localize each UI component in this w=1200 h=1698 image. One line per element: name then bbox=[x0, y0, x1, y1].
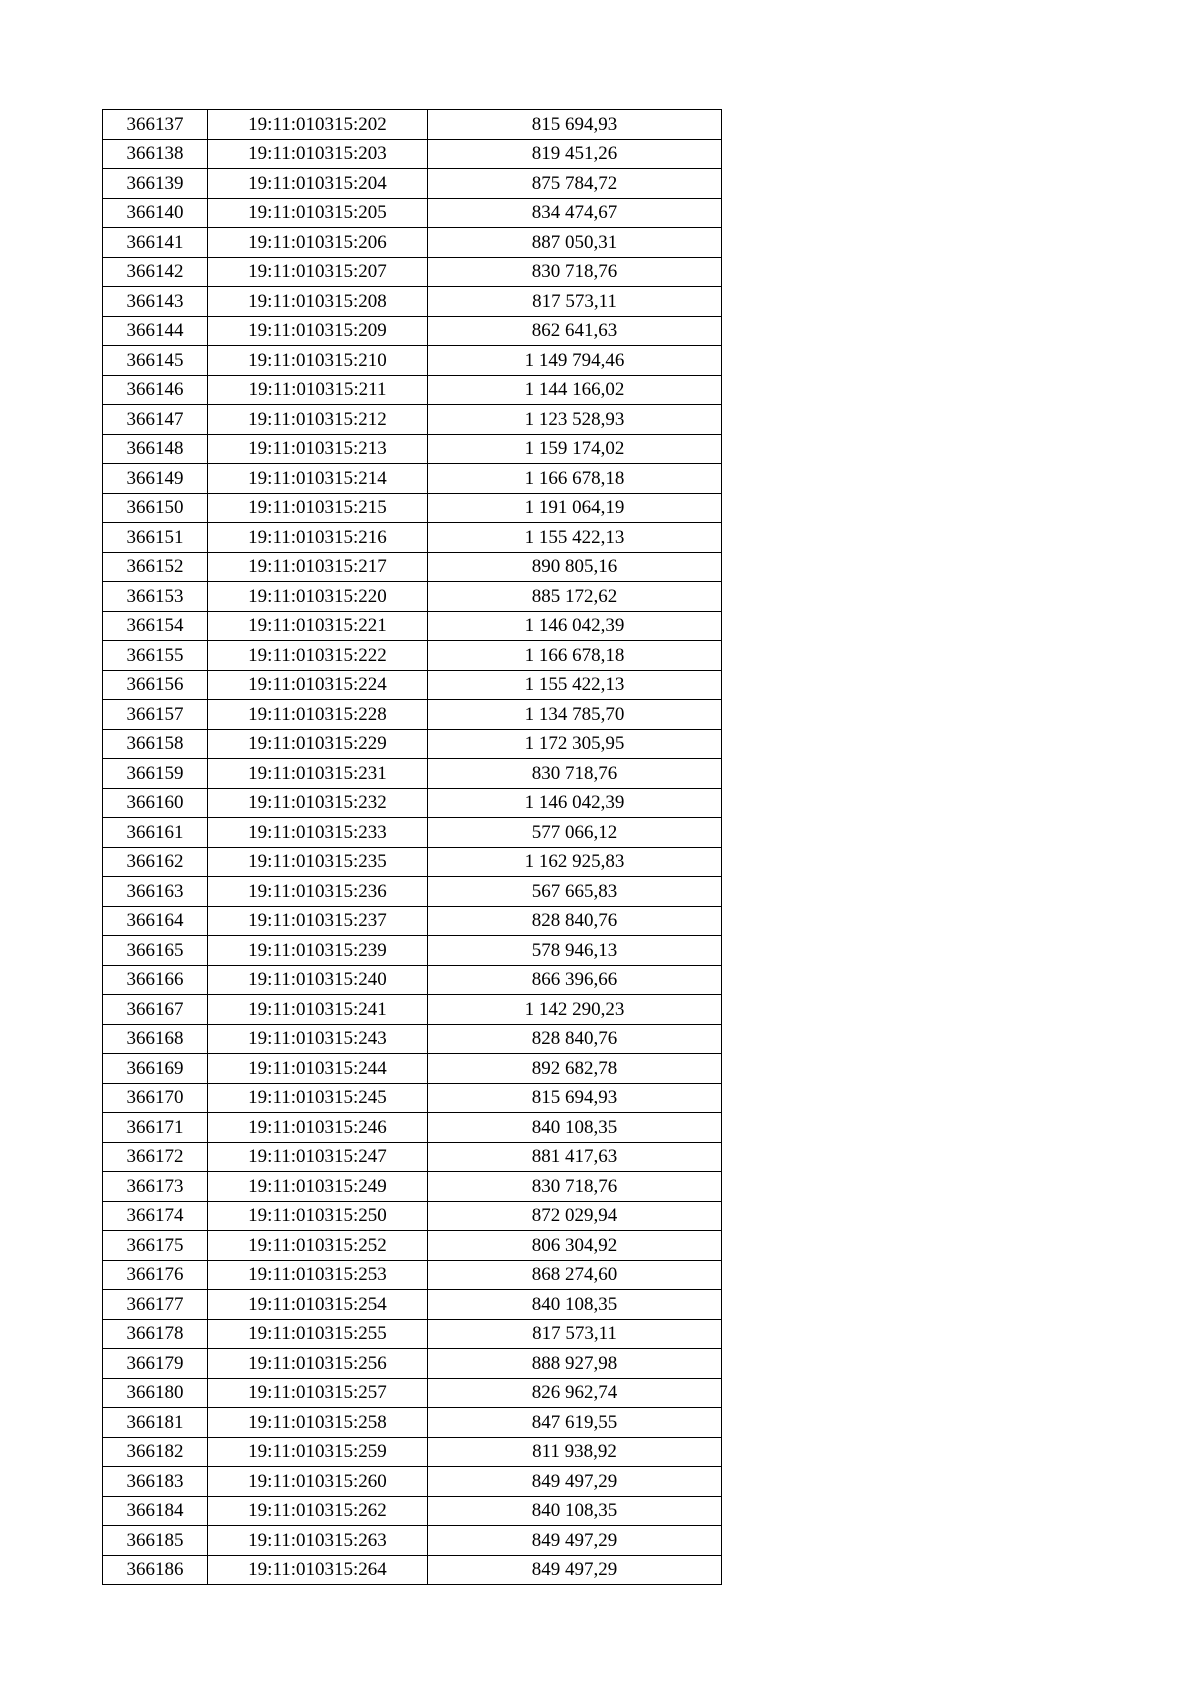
row-number-cell: 366146 bbox=[103, 375, 208, 405]
row-number-cell: 366163 bbox=[103, 877, 208, 907]
table-row bbox=[103, 198, 722, 228]
row-number-cell: 366175 bbox=[103, 1231, 208, 1261]
cadastral-number-cell: 19:11:010315:211 bbox=[208, 375, 428, 405]
cadastral-value-cell: 1 155 422,13 bbox=[428, 523, 722, 553]
cadastral-number-cell: 19:11:010315:222 bbox=[208, 641, 428, 671]
row-number-cell: 366145 bbox=[103, 346, 208, 376]
table-row bbox=[103, 1290, 722, 1320]
table-row bbox=[103, 464, 722, 494]
row-number-cell: 366150 bbox=[103, 493, 208, 523]
table-row bbox=[103, 995, 722, 1025]
cadastral-number-cell: 19:11:010315:254 bbox=[208, 1290, 428, 1320]
cadastral-number-cell: 19:11:010315:235 bbox=[208, 847, 428, 877]
cadastral-number-cell: 19:11:010315:231 bbox=[208, 759, 428, 789]
cadastral-value-cell: 817 573,11 bbox=[428, 287, 722, 317]
table-row bbox=[103, 1172, 722, 1202]
table-row bbox=[103, 877, 722, 907]
cadastral-number-cell: 19:11:010315:210 bbox=[208, 346, 428, 376]
table-row bbox=[103, 375, 722, 405]
row-number-cell: 366184 bbox=[103, 1496, 208, 1526]
row-number-cell: 366138 bbox=[103, 139, 208, 169]
table-row bbox=[103, 1555, 722, 1585]
cadastral-number-cell: 19:11:010315:259 bbox=[208, 1437, 428, 1467]
row-number-cell: 366155 bbox=[103, 641, 208, 671]
cadastral-value-cell: 1 155 422,13 bbox=[428, 670, 722, 700]
cadastral-value-cell: 819 451,26 bbox=[428, 139, 722, 169]
cadastral-value-cell: 1 162 925,83 bbox=[428, 847, 722, 877]
cadastral-number-cell: 19:11:010315:252 bbox=[208, 1231, 428, 1261]
table-row bbox=[103, 611, 722, 641]
cadastral-value-cell: 1 146 042,39 bbox=[428, 788, 722, 818]
cadastral-number-cell: 19:11:010315:207 bbox=[208, 257, 428, 287]
row-number-cell: 366139 bbox=[103, 169, 208, 199]
row-number-cell: 366185 bbox=[103, 1526, 208, 1556]
cadastral-number-cell: 19:11:010315:215 bbox=[208, 493, 428, 523]
cadastral-value-cell: 868 274,60 bbox=[428, 1260, 722, 1290]
cadastral-value-cell: 1 134 785,70 bbox=[428, 700, 722, 730]
cadastral-value-cell: 888 927,98 bbox=[428, 1349, 722, 1379]
cadastral-value-cell: 849 497,29 bbox=[428, 1467, 722, 1497]
table-row bbox=[103, 434, 722, 464]
cadastral-value-cell: 1 159 174,02 bbox=[428, 434, 722, 464]
cadastral-value-cell: 1 123 528,93 bbox=[428, 405, 722, 435]
cadastral-value-cell: 847 619,55 bbox=[428, 1408, 722, 1438]
cadastral-number-cell: 19:11:010315:258 bbox=[208, 1408, 428, 1438]
cadastral-value-cell: 875 784,72 bbox=[428, 169, 722, 199]
row-number-cell: 366168 bbox=[103, 1024, 208, 1054]
table-body bbox=[103, 110, 722, 1585]
row-number-cell: 366170 bbox=[103, 1083, 208, 1113]
row-number-cell: 366167 bbox=[103, 995, 208, 1025]
row-number-cell: 366161 bbox=[103, 818, 208, 848]
table-row bbox=[103, 582, 722, 612]
table-row bbox=[103, 1054, 722, 1084]
cadastral-value-cell: 887 050,31 bbox=[428, 228, 722, 258]
cadastral-number-cell: 19:11:010315:221 bbox=[208, 611, 428, 641]
table-row bbox=[103, 1142, 722, 1172]
cadastral-value-cell: 849 497,29 bbox=[428, 1555, 722, 1585]
cadastral-value-cell: 1 146 042,39 bbox=[428, 611, 722, 641]
table-row bbox=[103, 1496, 722, 1526]
cadastral-value-table bbox=[102, 109, 722, 1585]
cadastral-number-cell: 19:11:010315:204 bbox=[208, 169, 428, 199]
row-number-cell: 366178 bbox=[103, 1319, 208, 1349]
cadastral-number-cell: 19:11:010315:244 bbox=[208, 1054, 428, 1084]
row-number-cell: 366172 bbox=[103, 1142, 208, 1172]
table-row bbox=[103, 700, 722, 730]
cadastral-value-cell: 830 718,76 bbox=[428, 1172, 722, 1202]
table-row bbox=[103, 139, 722, 169]
row-number-cell: 366149 bbox=[103, 464, 208, 494]
cadastral-number-cell: 19:11:010315:232 bbox=[208, 788, 428, 818]
cadastral-number-cell: 19:11:010315:213 bbox=[208, 434, 428, 464]
cadastral-value-cell: 840 108,35 bbox=[428, 1290, 722, 1320]
table-row bbox=[103, 818, 722, 848]
row-number-cell: 366183 bbox=[103, 1467, 208, 1497]
cadastral-value-cell: 815 694,93 bbox=[428, 110, 722, 140]
cadastral-value-cell: 892 682,78 bbox=[428, 1054, 722, 1084]
cadastral-number-cell: 19:11:010315:240 bbox=[208, 965, 428, 995]
cadastral-value-cell: 1 172 305,95 bbox=[428, 729, 722, 759]
cadastral-number-cell: 19:11:010315:203 bbox=[208, 139, 428, 169]
cadastral-value-cell: 828 840,76 bbox=[428, 1024, 722, 1054]
cadastral-number-cell: 19:11:010315:250 bbox=[208, 1201, 428, 1231]
table-row bbox=[103, 1408, 722, 1438]
cadastral-value-cell: 881 417,63 bbox=[428, 1142, 722, 1172]
row-number-cell: 366166 bbox=[103, 965, 208, 995]
cadastral-number-cell: 19:11:010315:216 bbox=[208, 523, 428, 553]
row-number-cell: 366151 bbox=[103, 523, 208, 553]
table-row bbox=[103, 1201, 722, 1231]
cadastral-number-cell: 19:11:010315:260 bbox=[208, 1467, 428, 1497]
row-number-cell: 366176 bbox=[103, 1260, 208, 1290]
row-number-cell: 366147 bbox=[103, 405, 208, 435]
row-number-cell: 366180 bbox=[103, 1378, 208, 1408]
cadastral-number-cell: 19:11:010315:229 bbox=[208, 729, 428, 759]
table-row bbox=[103, 788, 722, 818]
row-number-cell: 366159 bbox=[103, 759, 208, 789]
cadastral-value-cell: 578 946,13 bbox=[428, 936, 722, 966]
cadastral-number-cell: 19:11:010315:228 bbox=[208, 700, 428, 730]
row-number-cell: 366182 bbox=[103, 1437, 208, 1467]
table-row bbox=[103, 316, 722, 346]
cadastral-value-cell: 826 962,74 bbox=[428, 1378, 722, 1408]
row-number-cell: 366148 bbox=[103, 434, 208, 464]
table-row bbox=[103, 906, 722, 936]
cadastral-number-cell: 19:11:010315:202 bbox=[208, 110, 428, 140]
table-row bbox=[103, 1526, 722, 1556]
table-row bbox=[103, 1113, 722, 1143]
row-number-cell: 366179 bbox=[103, 1349, 208, 1379]
table-row bbox=[103, 169, 722, 199]
cadastral-value-cell: 885 172,62 bbox=[428, 582, 722, 612]
cadastral-value-cell: 577 066,12 bbox=[428, 818, 722, 848]
cadastral-value-cell: 890 805,16 bbox=[428, 552, 722, 582]
table-row bbox=[103, 405, 722, 435]
cadastral-number-cell: 19:11:010315:233 bbox=[208, 818, 428, 848]
cadastral-number-cell: 19:11:010315:220 bbox=[208, 582, 428, 612]
cadastral-value-cell: 1 166 678,18 bbox=[428, 464, 722, 494]
table-row bbox=[103, 936, 722, 966]
row-number-cell: 366160 bbox=[103, 788, 208, 818]
row-number-cell: 366162 bbox=[103, 847, 208, 877]
cadastral-number-cell: 19:11:010315:246 bbox=[208, 1113, 428, 1143]
cadastral-number-cell: 19:11:010315:264 bbox=[208, 1555, 428, 1585]
table-row bbox=[103, 346, 722, 376]
table-row bbox=[103, 729, 722, 759]
row-number-cell: 366158 bbox=[103, 729, 208, 759]
cadastral-number-cell: 19:11:010315:257 bbox=[208, 1378, 428, 1408]
table-row bbox=[103, 493, 722, 523]
table-row bbox=[103, 1467, 722, 1497]
cadastral-number-cell: 19:11:010315:263 bbox=[208, 1526, 428, 1556]
cadastral-number-cell: 19:11:010315:206 bbox=[208, 228, 428, 258]
cadastral-value-cell: 849 497,29 bbox=[428, 1526, 722, 1556]
cadastral-value-cell: 834 474,67 bbox=[428, 198, 722, 228]
table-row bbox=[103, 110, 722, 140]
cadastral-number-cell: 19:11:010315:224 bbox=[208, 670, 428, 700]
row-number-cell: 366137 bbox=[103, 110, 208, 140]
cadastral-value-cell: 811 938,92 bbox=[428, 1437, 722, 1467]
cadastral-number-cell: 19:11:010315:205 bbox=[208, 198, 428, 228]
row-number-cell: 366154 bbox=[103, 611, 208, 641]
cadastral-value-cell: 1 142 290,23 bbox=[428, 995, 722, 1025]
table-row bbox=[103, 1319, 722, 1349]
cadastral-number-cell: 19:11:010315:241 bbox=[208, 995, 428, 1025]
cadastral-number-cell: 19:11:010315:243 bbox=[208, 1024, 428, 1054]
table-row bbox=[103, 1083, 722, 1113]
cadastral-number-cell: 19:11:010315:208 bbox=[208, 287, 428, 317]
cadastral-value-cell: 817 573,11 bbox=[428, 1319, 722, 1349]
table-row bbox=[103, 552, 722, 582]
cadastral-number-cell: 19:11:010315:247 bbox=[208, 1142, 428, 1172]
cadastral-number-cell: 19:11:010315:249 bbox=[208, 1172, 428, 1202]
cadastral-number-cell: 19:11:010315:212 bbox=[208, 405, 428, 435]
cadastral-value-cell: 1 191 064,19 bbox=[428, 493, 722, 523]
cadastral-value-cell: 840 108,35 bbox=[428, 1496, 722, 1526]
table-row bbox=[103, 257, 722, 287]
cadastral-value-cell: 862 641,63 bbox=[428, 316, 722, 346]
table-row bbox=[103, 1378, 722, 1408]
cadastral-value-cell: 828 840,76 bbox=[428, 906, 722, 936]
cadastral-number-cell: 19:11:010315:209 bbox=[208, 316, 428, 346]
row-number-cell: 366181 bbox=[103, 1408, 208, 1438]
cadastral-value-cell: 1 166 678,18 bbox=[428, 641, 722, 671]
table-row bbox=[103, 1024, 722, 1054]
cadastral-value-cell: 830 718,76 bbox=[428, 257, 722, 287]
row-number-cell: 366142 bbox=[103, 257, 208, 287]
row-number-cell: 366173 bbox=[103, 1172, 208, 1202]
row-number-cell: 366164 bbox=[103, 906, 208, 936]
cadastral-number-cell: 19:11:010315:217 bbox=[208, 552, 428, 582]
row-number-cell: 366157 bbox=[103, 700, 208, 730]
cadastral-value-cell: 866 396,66 bbox=[428, 965, 722, 995]
row-number-cell: 366143 bbox=[103, 287, 208, 317]
row-number-cell: 366140 bbox=[103, 198, 208, 228]
cadastral-number-cell: 19:11:010315:214 bbox=[208, 464, 428, 494]
cadastral-value-cell: 815 694,93 bbox=[428, 1083, 722, 1113]
table-row bbox=[103, 1349, 722, 1379]
cadastral-value-cell: 567 665,83 bbox=[428, 877, 722, 907]
table-row bbox=[103, 523, 722, 553]
cadastral-number-cell: 19:11:010315:236 bbox=[208, 877, 428, 907]
cadastral-value-cell: 840 108,35 bbox=[428, 1113, 722, 1143]
cadastral-number-cell: 19:11:010315:255 bbox=[208, 1319, 428, 1349]
row-number-cell: 366165 bbox=[103, 936, 208, 966]
table-row bbox=[103, 847, 722, 877]
row-number-cell: 366177 bbox=[103, 1290, 208, 1320]
table-row bbox=[103, 641, 722, 671]
table-row bbox=[103, 228, 722, 258]
cadastral-value-cell: 872 029,94 bbox=[428, 1201, 722, 1231]
table-row bbox=[103, 759, 722, 789]
table-row bbox=[103, 1260, 722, 1290]
row-number-cell: 366171 bbox=[103, 1113, 208, 1143]
row-number-cell: 366152 bbox=[103, 552, 208, 582]
cadastral-number-cell: 19:11:010315:237 bbox=[208, 906, 428, 936]
row-number-cell: 366141 bbox=[103, 228, 208, 258]
row-number-cell: 366144 bbox=[103, 316, 208, 346]
cadastral-value-cell: 1 144 166,02 bbox=[428, 375, 722, 405]
table-row bbox=[103, 1437, 722, 1467]
row-number-cell: 366156 bbox=[103, 670, 208, 700]
row-number-cell: 366174 bbox=[103, 1201, 208, 1231]
row-number-cell: 366153 bbox=[103, 582, 208, 612]
table-row bbox=[103, 287, 722, 317]
cadastral-number-cell: 19:11:010315:256 bbox=[208, 1349, 428, 1379]
cadastral-number-cell: 19:11:010315:239 bbox=[208, 936, 428, 966]
cadastral-value-cell: 806 304,92 bbox=[428, 1231, 722, 1261]
cadastral-number-cell: 19:11:010315:253 bbox=[208, 1260, 428, 1290]
cadastral-value-cell: 830 718,76 bbox=[428, 759, 722, 789]
table-row bbox=[103, 670, 722, 700]
row-number-cell: 366169 bbox=[103, 1054, 208, 1084]
cadastral-number-cell: 19:11:010315:262 bbox=[208, 1496, 428, 1526]
table-row bbox=[103, 1231, 722, 1261]
cadastral-value-cell: 1 149 794,46 bbox=[428, 346, 722, 376]
cadastral-number-cell: 19:11:010315:245 bbox=[208, 1083, 428, 1113]
table-row bbox=[103, 965, 722, 995]
row-number-cell: 366186 bbox=[103, 1555, 208, 1585]
